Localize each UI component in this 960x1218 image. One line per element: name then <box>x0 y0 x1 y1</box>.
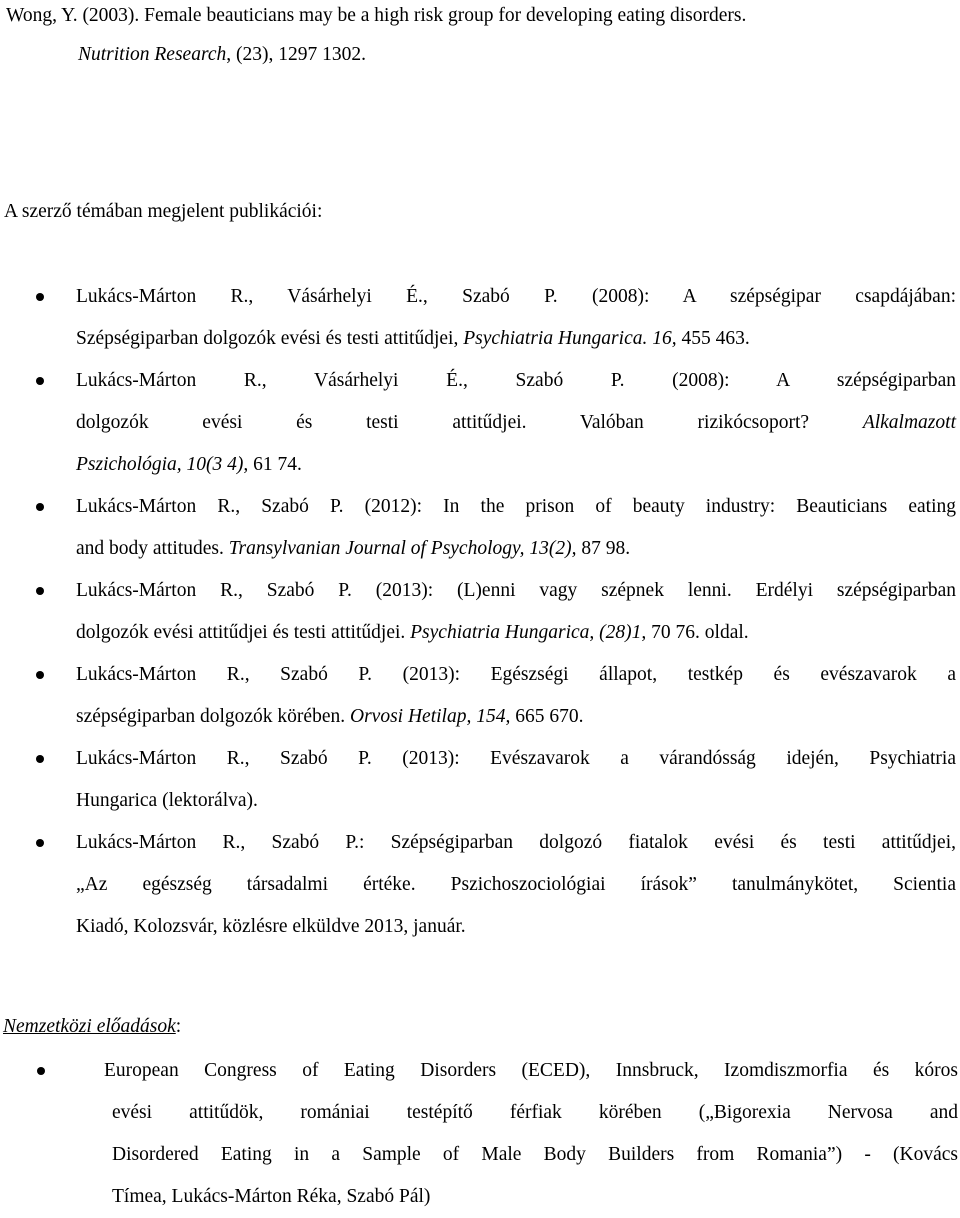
talks-heading-colon: : <box>175 1016 182 1037</box>
pub-journal: Psychiatria Hungarica, (28)1, <box>410 622 647 643</box>
pub-text: Szépségiparban dolgozók evési és testi attitűdjei, <box>76 328 464 349</box>
pub-pages: 87 98. <box>576 538 631 559</box>
reference-details: , (23), 1297 1302. <box>226 44 366 65</box>
pub-journal: Alkalmazott <box>862 412 956 433</box>
pub-line: „Az egészség társadalmi értéke. Pszichoszociológiai írások” tanulmánykötet, Scientia <box>76 874 956 895</box>
list-item <box>0 360 960 486</box>
list-item <box>0 486 960 570</box>
pub-line: Lukács-Márton R., Vásárhelyi É., Szabó P. (2008): A szépségiparban <box>76 370 956 391</box>
bullet-icon <box>36 839 44 847</box>
pub-line <box>76 444 956 486</box>
pub-line <box>76 402 956 444</box>
reference-journal: Nutrition Research <box>78 44 227 65</box>
pub-line: Lukács-Márton R., Szabó P. (2013): (L)enni vagy szépnek lenni. Erdélyi szépségiparban <box>76 580 956 601</box>
bullet-icon <box>36 755 44 763</box>
list-item <box>0 738 960 822</box>
pub-line: Lukács-Márton R., Szabó P. (2013): Evészavarok a várandósság idején, Psychiatria <box>76 748 956 769</box>
list-item <box>0 276 960 360</box>
list-item <box>0 1050 960 1218</box>
pub-text: szépségiparban dolgozók körében. <box>76 706 350 727</box>
talks-list <box>0 1050 960 1218</box>
pub-journal: Orvosi Hetilap, 154, <box>350 706 511 727</box>
pub-journal: Pszichológia, 10(3 4), <box>76 454 249 475</box>
pub-line: Lukács-Márton R., Vásárhelyi É., Szabó P. (2008): A szépségipar csapdájában: <box>76 286 956 307</box>
pub-journal: Psychiatria Hungarica. 16, <box>463 328 677 349</box>
reference-line-2 <box>6 35 954 74</box>
pub-pages: 665 670. <box>510 706 584 727</box>
pub-line <box>76 696 956 738</box>
pub-text: dolgozók evési attitűdjei és testi attitűdjei. <box>76 622 411 643</box>
pub-line <box>76 528 956 570</box>
pub-line: Lukács-Márton R., Szabó P. (2013): Egészségi állapot, testkép és evészavarok a <box>76 664 956 685</box>
publications-heading: A szerző témában megjelent publikációi: <box>4 201 323 222</box>
talks-heading-text: Nemzetközi előadások <box>3 1016 176 1037</box>
bullet-icon <box>36 377 44 385</box>
bullet-icon <box>36 503 44 511</box>
pub-journal: Transylvanian Journal of Psychology, 13(2), <box>228 538 577 559</box>
pub-line <box>76 318 956 360</box>
pub-text: dolgozók evési és testi attitűdjei. Valóban rizikócsoport? <box>76 412 863 433</box>
pub-text: and body attitudes. <box>76 538 229 559</box>
talk-line: Tímea, Lukács-Márton Réka, Szabó Pál) <box>112 1186 431 1207</box>
reference-wong <box>6 0 954 74</box>
bullet-icon <box>36 293 44 301</box>
pub-pages: 455 463. <box>676 328 750 349</box>
publications-list <box>0 276 960 948</box>
talk-line: evési attitűdök, romániai testépítő férfiak körében („Bigorexia Nervosa and <box>112 1102 958 1123</box>
list-item <box>0 654 960 738</box>
list-item <box>0 822 960 948</box>
reference-line-1: Wong, Y. (2003). Female beauticians may be a high risk group for developing eating disorders. <box>6 5 747 26</box>
pub-pages: 61 74. <box>248 454 302 475</box>
list-item <box>0 570 960 654</box>
pub-line: Lukács-Márton R., Szabó P. (2012): In the prison of beauty industry: Beauticians eating <box>76 496 956 517</box>
bullet-icon <box>36 671 44 679</box>
talk-line: Disordered Eating in a Sample of Male Body Builders from Romania”) - (Kovács <box>112 1144 958 1165</box>
pub-line <box>76 612 956 654</box>
talk-line: European Congress of Eating Disorders (ECED), Innsbruck, Izomdiszmorfia és kóros <box>104 1060 958 1081</box>
pub-line: Lukács-Márton R., Szabó P.: Szépségiparban dolgozó fiatalok evési és testi attitűdjei, <box>76 832 956 853</box>
pub-line: Kiadó, Kolozsvár, közlésre elküldve 2013, január. <box>76 916 466 937</box>
bullet-icon <box>37 1067 45 1075</box>
bullet-icon <box>36 587 44 595</box>
talks-heading <box>3 1015 960 1039</box>
pub-pages: 70 76. oldal. <box>646 622 749 643</box>
pub-line: Hungarica (lektorálva). <box>76 790 258 811</box>
